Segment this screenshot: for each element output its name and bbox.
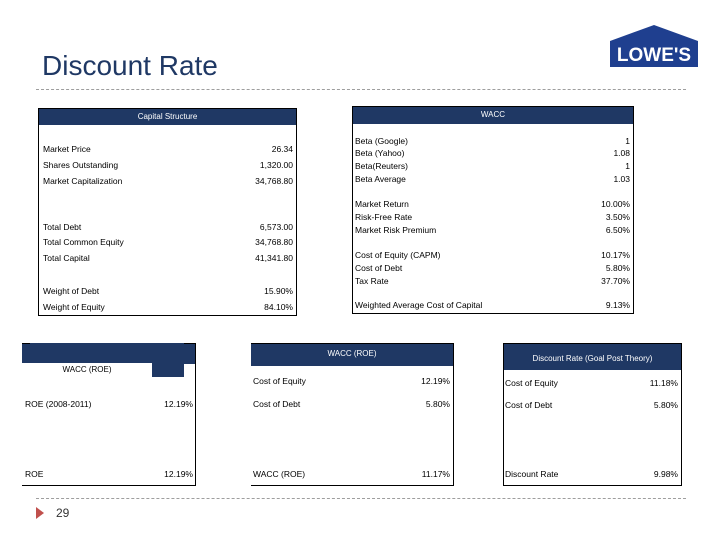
cs-label: Weight of Debt — [43, 286, 100, 296]
bottom-divider — [36, 498, 686, 499]
dr-value: 9.98% — [653, 469, 678, 479]
dr-value: 11.18% — [649, 378, 678, 388]
cs-value: 15.90% — [264, 286, 293, 296]
dr-label: Cost of Debt — [505, 400, 553, 410]
wacc-label: Beta (Yahoo) — [355, 148, 405, 158]
roe-mid-value: 12.19% — [421, 376, 450, 386]
dr-label: Cost of Equity — [505, 378, 558, 388]
cs-label: Weight of Equity — [43, 302, 105, 312]
roe-left-value: 12.19% — [164, 399, 193, 409]
cs-value: 26.34 — [271, 144, 293, 154]
wacc-label: Tax Rate — [355, 276, 389, 286]
cs-value: 41,341.80 — [255, 253, 293, 263]
wacc-roe-mid-table — [251, 343, 454, 486]
slide-title: Discount Rate — [42, 50, 218, 81]
page-number: 29 — [56, 506, 70, 520]
wacc-label: Risk-Free Rate — [355, 212, 413, 222]
wacc-value: 1.03 — [613, 174, 630, 184]
roe-mid-value: 11.17% — [421, 469, 450, 479]
wacc-label: Market Return — [355, 199, 409, 209]
wacc-label: Beta(Reuters) — [355, 161, 408, 171]
page-marker-icon — [36, 507, 44, 519]
roe-mid-value: 5.80% — [425, 399, 450, 409]
wacc-value: 10.00% — [601, 199, 630, 209]
wacc-label: Weighted Average Cost of Capital — [355, 300, 483, 310]
wacc-value: 3.50% — [605, 212, 630, 222]
logo-text: LOWE'S — [616, 45, 692, 66]
wacc-value: 9.13% — [605, 300, 630, 310]
roe-mid-label: WACC (ROE) — [253, 469, 306, 479]
wacc-header: WACC — [353, 107, 633, 124]
wacc-value: 6.50% — [605, 225, 630, 235]
wacc-label: Beta (Google) — [355, 136, 408, 146]
wacc-label: Cost of Debt — [355, 263, 403, 273]
wacc-value: 1 — [625, 136, 630, 146]
cs-label: Market Price — [43, 144, 91, 154]
wacc-value: 5.80% — [605, 263, 630, 273]
cs-value: 34,768.80 — [255, 237, 293, 247]
cs-label: Total Debt — [43, 222, 82, 232]
cs-label: Shares Outstanding — [43, 160, 119, 170]
cs-label: Market Capitalization — [43, 176, 123, 186]
roe-mid-label: Cost of Debt — [253, 399, 301, 409]
dr-value: 5.80% — [653, 400, 678, 410]
cs-value: 34,768.80 — [255, 176, 293, 186]
capital-structure-header: Capital Structure — [39, 109, 296, 125]
roe-left-label: ROE (2008-2011) — [25, 399, 92, 409]
wacc-label: Beta Average — [355, 174, 406, 184]
roe-left-label: ROE — [25, 469, 44, 479]
lowes-logo — [608, 25, 700, 67]
dr-label: Discount Rate — [505, 469, 559, 479]
wacc-value: 10.17% — [601, 250, 630, 260]
wacc-value: 1.08 — [613, 148, 630, 158]
wacc-roe-mid-header: WACC (ROE) — [251, 344, 453, 366]
roe-left-value: 12.19% — [164, 469, 193, 479]
cs-label: Total Capital — [43, 253, 90, 263]
discount-rate-table — [503, 343, 682, 486]
roe-mid-label: Cost of Equity — [253, 376, 306, 386]
wacc-label: Cost of Equity (CAPM) — [355, 250, 441, 260]
top-divider — [36, 89, 686, 90]
cs-value: 6,573.00 — [259, 222, 293, 232]
wacc-label: Market Risk Premium — [355, 225, 437, 235]
wacc-value: 1 — [625, 161, 630, 171]
wacc-roe-left-header: WACC (ROE) — [22, 363, 152, 377]
cs-value: 1,320.00 — [259, 160, 293, 170]
cs-label: Total Common Equity — [43, 237, 124, 247]
wacc-value: 37.70% — [601, 276, 630, 286]
cs-value: 84.10% — [264, 302, 293, 312]
discount-rate-header: Discount Rate (Goal Post Theory) — [504, 344, 681, 370]
